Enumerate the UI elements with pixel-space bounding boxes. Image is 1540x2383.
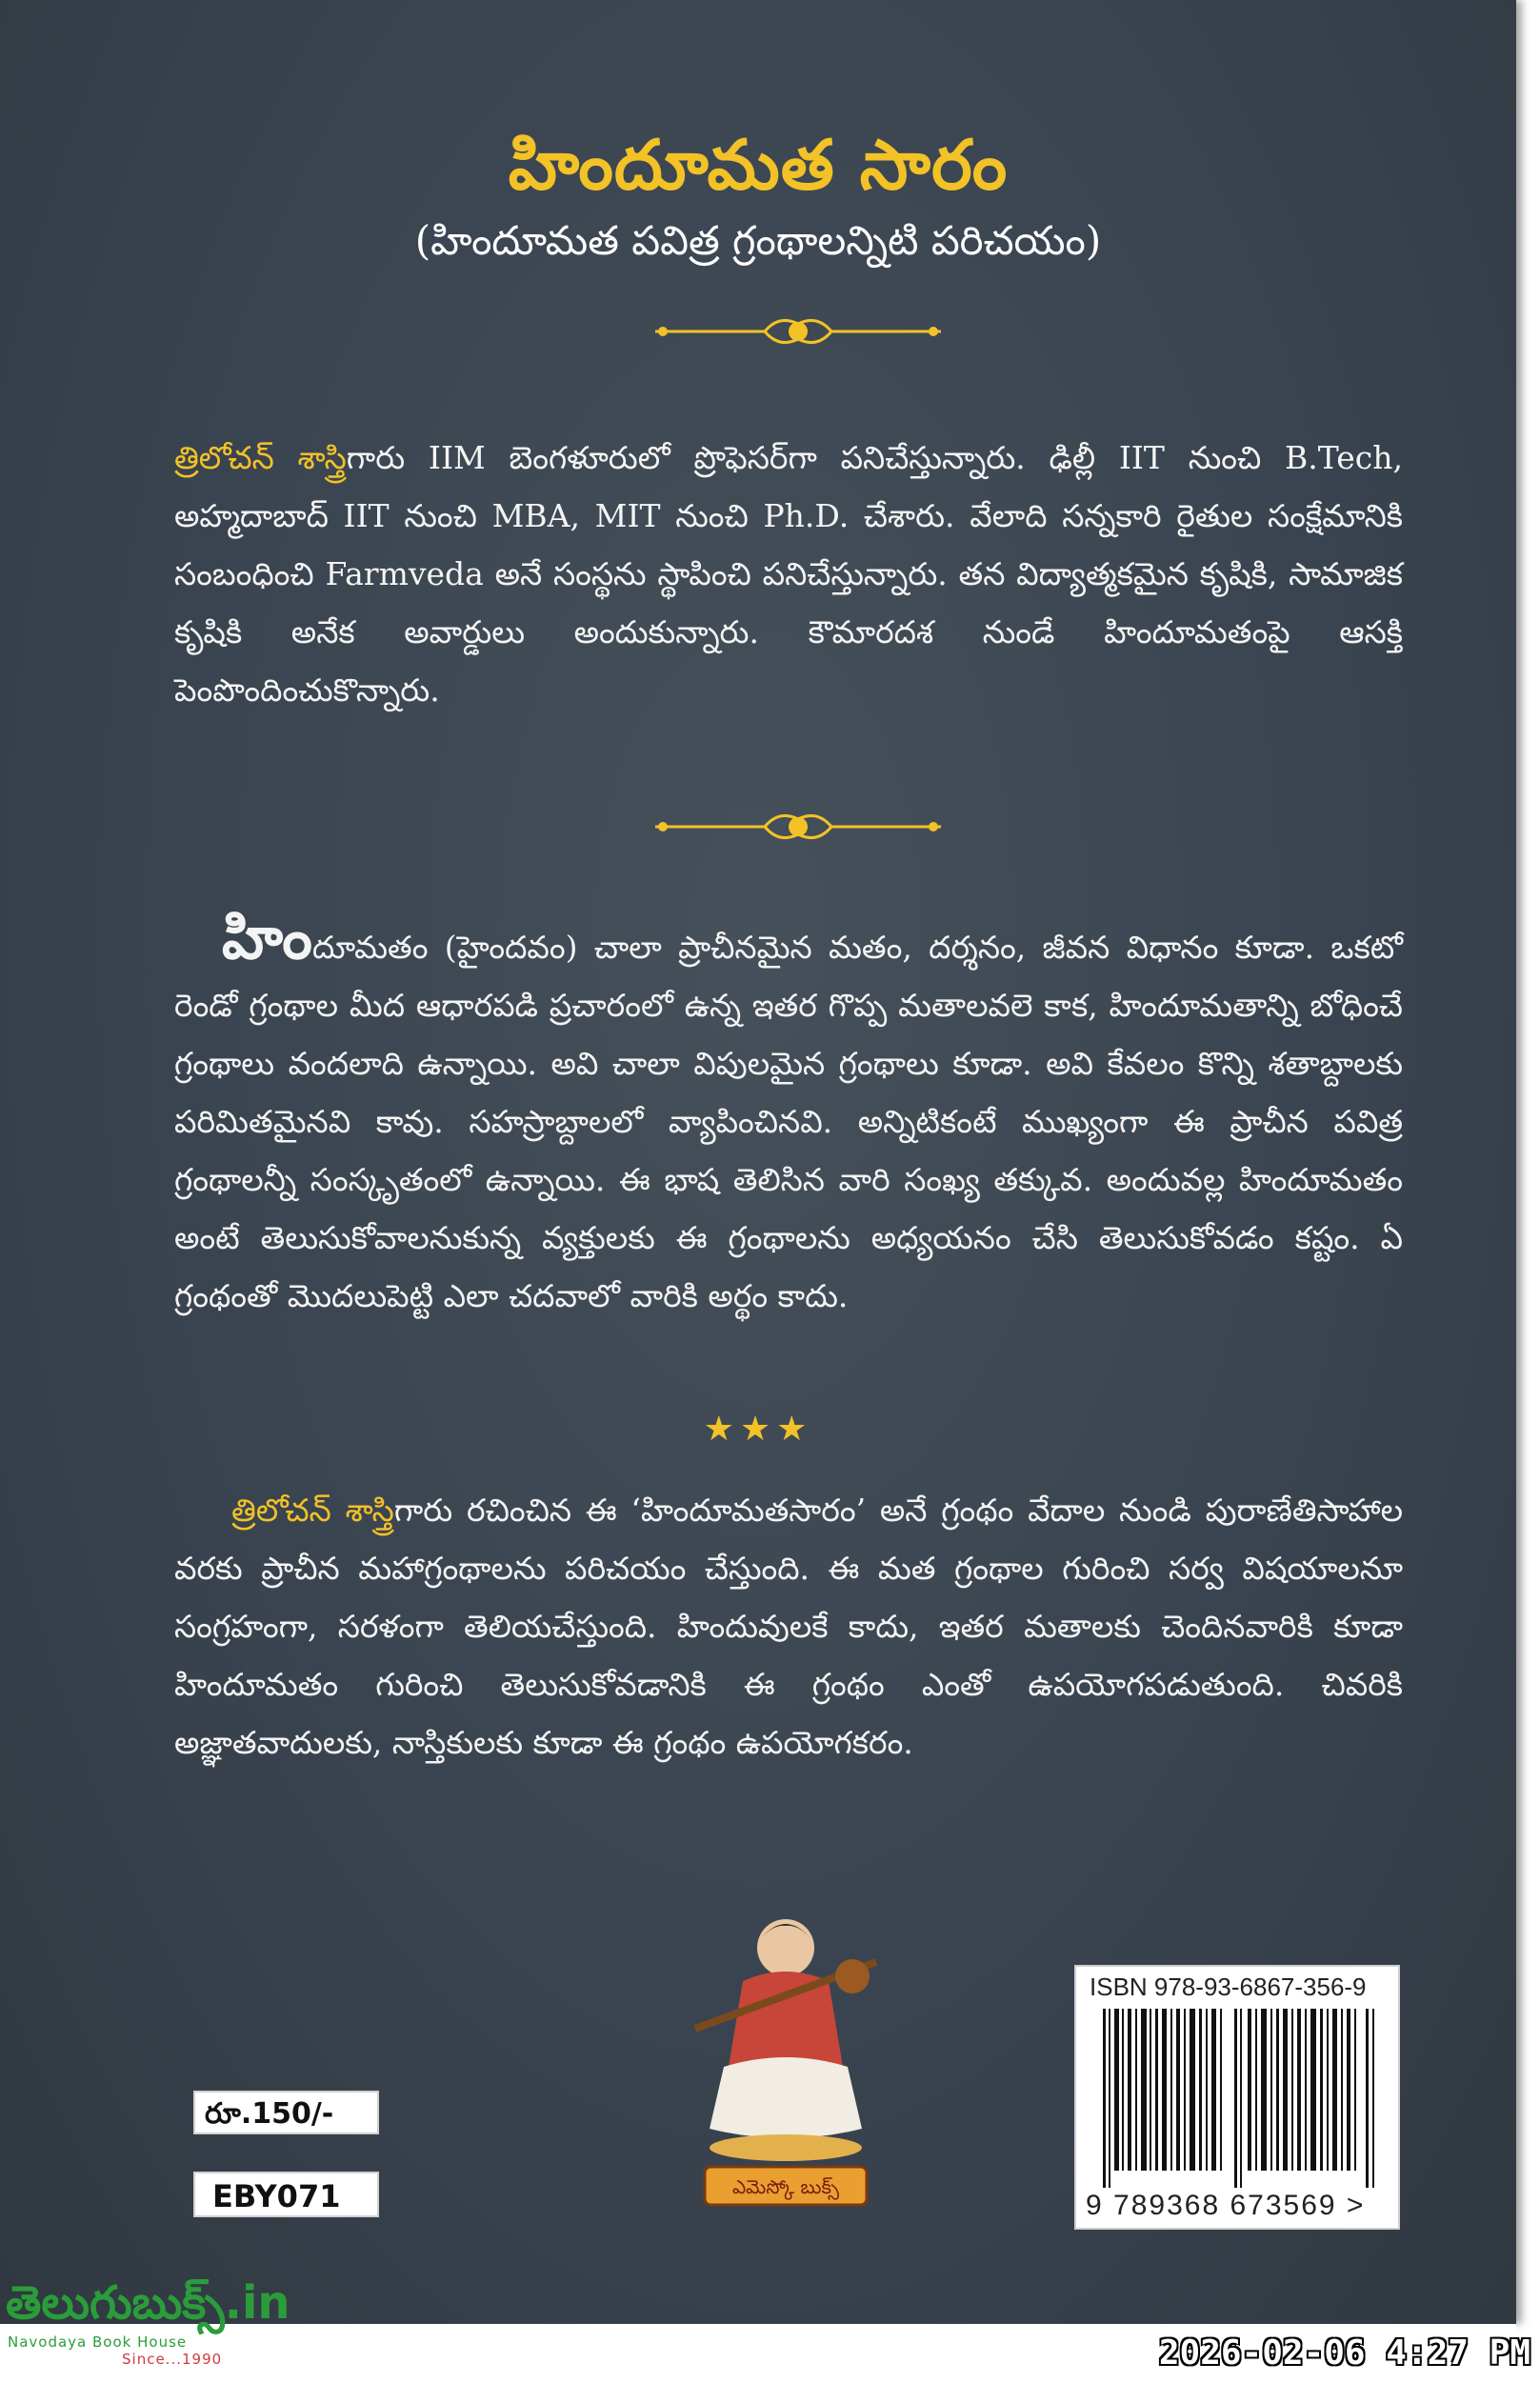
author-paragraph-text: గారు IIM బెంగళూరులో ప్రొఫెసర్‌గా పనిచేస్తున్నారు. ఢిల్లీ IIT నుంచి B.Tech, అహ్మదాబాద్ IIT నుంచి MBA, MIT నుంచి Ph.D. చేశారు. వేలాది సన్నకారి రైతుల సంక్షేమానికి సంబంధించి Farmveda అనే సంస్థను స్థాపించి పనిచేస్తున్నారు. తన విద్యాత్మకమైన కృషికి, సామాజిక కృషికి అనేక అవార్డులు అందుకున్నారు. కౌమారదశ నుండే హిందూమతంపై ఆసక్తి పెంపొందించుకొన్నారు. xyxy=(174,439,1404,709)
section-stars: ★★★ xyxy=(703,1410,813,1449)
intro-paragraph-text: దూమతం (హైందవం) చాలా ప్రాచీనమైన మతం, దర్శనం, జీవన విధానం కూడా. ఒకటో రెండో గ్రంథాల మీద ఆధారపడి ప్రచారంలో ఉన్న ఇతర గొప్ప మతాలవలె కాక, హిందూమతాన్ని బోధించే గ్రంథాలు వందలాది ఉన్నాయి. అవి చాలా విపులమైన గ్రంథాలు కూడా. అవి కేవలం కొన్ని శతాబ్దాలకు పరిమితమైనవి కావు. సహస్రాబ్దాలలో వ్యాపించినవి. అన్నిటికంటే ముఖ్యంగా ఈ ప్రాచీన పవిత్ర గ్రంథాలన్నీ సంస్కృతంలో ఉన్నాయి. ఈ భాష తెలిసిన వారి సంఖ్య తక్కువ. అందువల్ల హిందూమతం అంటే తెలుసుకోవాలనుకున్న వ్యక్తులకు ఈ గ్రంథాలను అధ్యయనం చేసి తెలుసుకోవడం కష్టం. ఏ గ్రంథంతో మొదలుపెట్టి ఎలా చదవాలో వారికి అర్థం కాదు. xyxy=(174,929,1403,1314)
book-title: హిందూమత సారం xyxy=(508,124,1009,205)
book-subtitle: (హిందూమత పవిత్ర గ్రంథాలన్నిటి పరిచయం) xyxy=(414,217,1102,264)
book-author-highlight: త్రిలోచన్ శాస్త్రి xyxy=(231,1492,394,1529)
ornament-divider-icon xyxy=(655,303,941,360)
book-paragraph xyxy=(174,1481,1403,1772)
barcode-icon xyxy=(1103,2009,1379,2188)
product-code: EBY071 xyxy=(193,2172,379,2217)
intro-paragraph xyxy=(174,903,1403,1325)
dropcap-letter: హిం xyxy=(222,903,312,972)
author-name-highlight: త్రిలోచన్ శాస్త్రి xyxy=(174,439,347,476)
barcode-box xyxy=(1074,1965,1400,2230)
photo-timestamp: 2026-02-06 4:27 PM xyxy=(1158,2333,1530,2373)
site-watermark: తెలుగుబుక్స్.in xyxy=(6,2276,290,2330)
watermark-since: Since...1990 xyxy=(122,2351,223,2368)
isbn-digits: 9 789368 673569 > xyxy=(1086,2190,1366,2221)
isbn-label: ISBN 978-93-6867-356-9 xyxy=(1090,1972,1367,2001)
saraswati-illustration xyxy=(657,1905,914,2210)
publisher-label: ఎమెస్కో బుక్స్ xyxy=(731,2175,840,2198)
author-paragraph xyxy=(174,429,1403,719)
price-label: రూ.150/- xyxy=(193,2091,379,2134)
ornament-divider-icon xyxy=(655,798,941,855)
book-paragraph-text: గారు రచించిన ఈ ‘హిందూమతసారం’ అనే గ్రంథం వేదాల నుండి పురాణేతిసాహాల వరకు ప్రాచీన మహాగ్రంథాలను పరిచయం చేస్తుంది. ఈ మత గ్రంథాల గురించి సర్వ విషయాలనూ సంగ్రహంగా, సరళంగా తెలియచేస్తుంది. హిందువులకే కాదు, ఇతర మతాలకు చెందినవారికి కూడా హిందూమతం గురించి తెలుసుకోవడానికి ఈ గ్రంథం ఎంతో ఉపయోగపడుతుంది. చివరికి అజ్ఞాతవాదులకు, నాస్తికులకు కూడా ఈ గ్రంథం ఉపయోగకరం. xyxy=(174,1492,1403,1761)
watermark-store: Navodaya Book House xyxy=(8,2333,188,2351)
